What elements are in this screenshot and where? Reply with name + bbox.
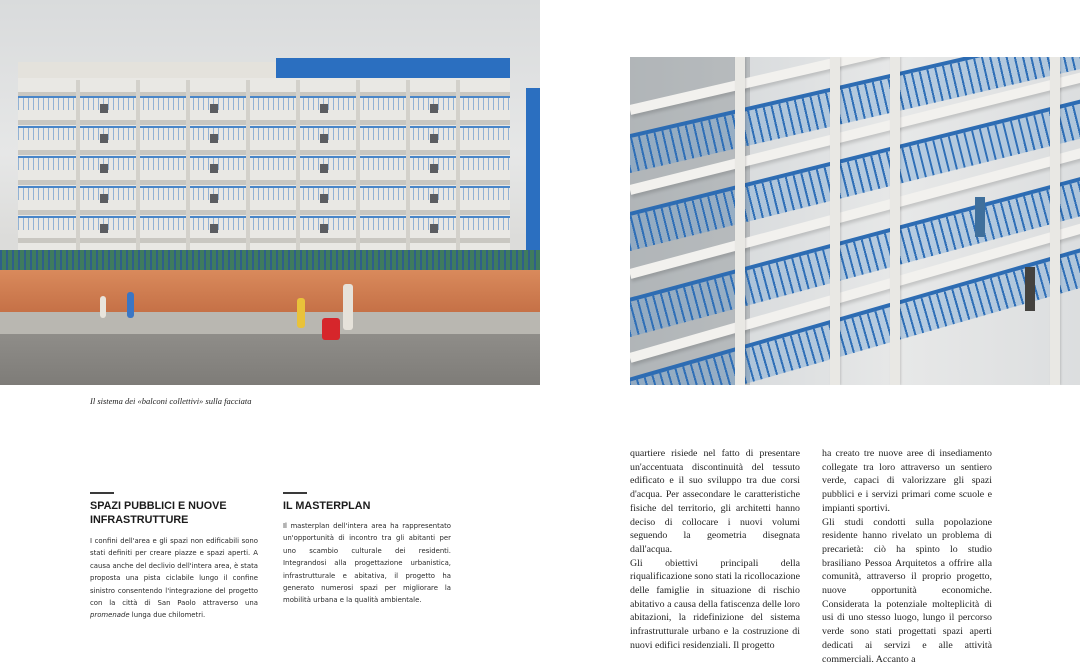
floor-slab	[18, 238, 510, 243]
window	[430, 194, 438, 203]
facade-column	[356, 80, 360, 260]
article-paragraph: quartiere risiede nel fatto di presentare un'accentuata discontinuità del tessuto edificato e il suo sviluppo tra due corsi d'acqua. Per assecondare le caratteristiche fisiche del territorio, gli architetti hanno deciso di collocare i nuovi volumi seguendo la geometria disegnata dall'acqua.	[630, 448, 800, 555]
section-body-spazi-pubblici	[90, 535, 258, 622]
window	[430, 104, 438, 113]
facade-column	[76, 80, 80, 260]
facade-photo	[0, 0, 540, 385]
floor-slab	[18, 210, 510, 215]
body-emphasis: promenade	[90, 611, 130, 620]
window	[100, 194, 108, 203]
window	[320, 224, 328, 233]
section-rule	[90, 492, 114, 494]
section-body-masterplan: Il masterplan dell'intera area ha rappresentato un'opportunità di incontro tra gli abitanti per uno scambio culturale dei residenti. Integrandosi alla progettazione urbanistica, infrastrutturale e abitativa, il progetto ha generato numerosi spazi per migliorare la mobilità urbana e la qualità ambientale.	[283, 522, 451, 605]
pillar	[830, 57, 840, 385]
floor-slab	[18, 120, 510, 125]
resident-figure	[1025, 267, 1035, 311]
resident-figure	[975, 197, 985, 237]
window	[100, 224, 108, 233]
body-text: I confini dell'area e gli spazi non edificabili sono stati definiti per creare piazze e spazi aperti. A causa anche del declivio dell'intera area, è stata proposta una pista ciclabile lungo il confine sinistro consentendo l'integrazione del progetto con la città di San Paolo attraverso una	[90, 537, 258, 608]
body-text: lunga due chilometri.	[131, 611, 206, 620]
sidewalk	[0, 312, 540, 334]
adjacent-blue-building	[526, 88, 540, 258]
article-paragraph: Gli obiettivi principali della riqualificazione sono stati la ricollocazione delle famiglie in situazione di rischio abitativo a causa della fatiscenza delle loro abitazioni, la ridefinizione del sistema infrastrutturale urbano e la costruzione di nuovi edifici residenziali. Il progetto	[630, 557, 801, 651]
window	[430, 134, 438, 143]
window	[320, 104, 328, 113]
section-heading-masterplan: IL MASTERPLAN	[283, 500, 371, 512]
window	[210, 164, 218, 173]
window	[320, 194, 328, 203]
balconies-photo	[630, 57, 1080, 385]
facade-column	[136, 80, 140, 260]
window	[320, 164, 328, 173]
photo-caption: Il sistema dei «balconi collettivi» sulla facciata	[90, 396, 252, 406]
window	[100, 164, 108, 173]
facade-column	[406, 80, 410, 260]
child-figure	[297, 298, 305, 328]
roof-top-blue	[276, 58, 510, 78]
window	[210, 224, 218, 233]
window	[320, 134, 328, 143]
section-rule	[283, 492, 307, 494]
window	[430, 224, 438, 233]
woman-figure	[343, 284, 353, 330]
facade-column	[456, 80, 460, 260]
pillar	[735, 57, 745, 385]
facade-column	[186, 80, 190, 260]
article-paragraph: ha creato tre nuove aree di insediamento collegate tra loro attraverso un sentiero verde, capaci di valorizzare gli spazi pubblici e i servizi primari come scuole e impianti sportivi.	[822, 448, 992, 514]
article-column-3	[630, 447, 800, 653]
window	[100, 134, 108, 143]
window	[210, 134, 218, 143]
red-cart	[322, 318, 340, 340]
floor-slab	[18, 180, 510, 185]
window	[100, 104, 108, 113]
child-figure	[100, 296, 106, 318]
article-paragraph: Gli studi condotti sulla popolazione residente hanno rivelato un problema di precarietà: ciò ha spinto lo studio brasiliano Pessoa Arquitetos a offrire alla comunità, attraverso il proprio progetto, nuove opportunità economiche. Considerata la potenziale molteplicità di usi di uno stesso luogo, lungo il percorso verde sono stati progettati spazi aperti dedicati ai servizi e alle attività commerciali. Accanto a	[822, 516, 992, 665]
pillar	[1050, 57, 1060, 385]
window	[210, 104, 218, 113]
roof-top-white	[18, 62, 276, 78]
orange-wall	[0, 270, 540, 315]
child-figure	[127, 292, 134, 318]
window	[430, 164, 438, 173]
green-fence	[0, 250, 540, 272]
section-heading-spazi-pubblici: SPAZI PUBBLICI E NUOVE INFRASTRUTTURE	[90, 500, 227, 526]
pillar	[890, 57, 900, 385]
road	[0, 334, 540, 385]
article-column-4	[822, 447, 992, 666]
floor-slab	[18, 150, 510, 155]
facade-column	[296, 80, 300, 260]
facade-column	[246, 80, 250, 260]
window	[210, 194, 218, 203]
